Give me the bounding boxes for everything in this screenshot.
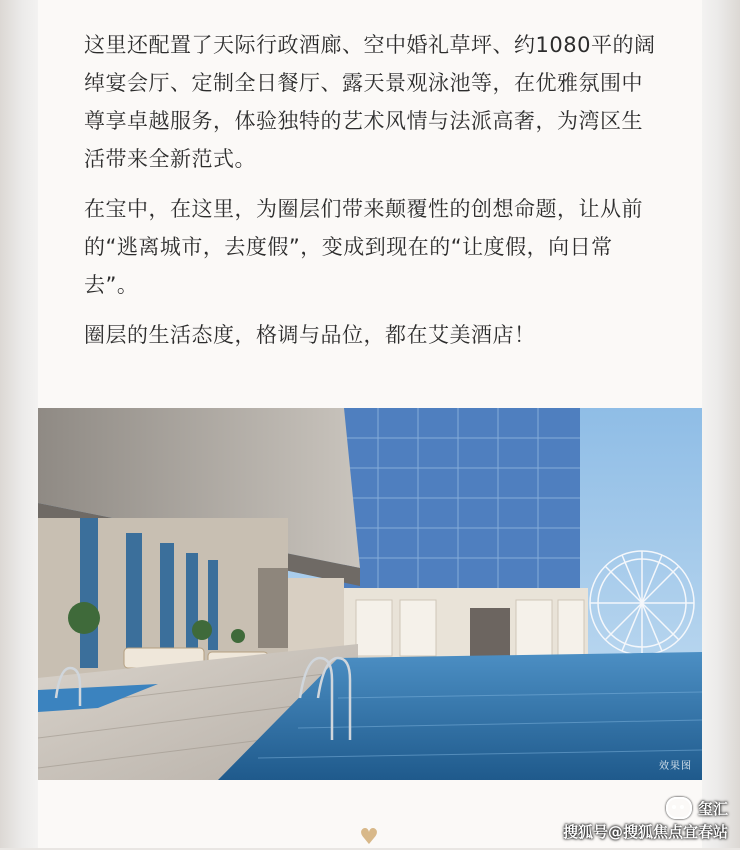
article-paragraph-2: 在宝中，在这里，为圈层们带来颠覆性的创想命题，让从前的“逃离城市，去度假”，变成到现在的“让度假，向日常去”。 (84, 197, 643, 297)
article-paragraph-1: 这里还配置了天际行政酒廊、空中婚礼草坪、约1080平的阔绰宴会厅、定制全日餐厅、露天景观泳池等，在优雅氛围中尊享卓越服务，体验独特的艺术风情与法派高奢，为湾区生活带来全新范式。 (84, 33, 656, 171)
hotel-pool-rendering (38, 408, 702, 780)
marble-border-left (0, 0, 38, 848)
watermark (563, 797, 728, 842)
watermark-account: 玺汇 (697, 799, 728, 818)
heart-icon: ♥ (359, 825, 379, 850)
article-paragraph-3: 圈层的生活态度，格调与品位，都在艾美酒店！ (84, 323, 536, 347)
wechat-icon (666, 797, 692, 819)
watermark-source: 搜狐号@搜狐焦点宜春站 (562, 823, 728, 841)
marble-border-right (702, 0, 740, 848)
render-label: 效果图 (659, 761, 692, 772)
